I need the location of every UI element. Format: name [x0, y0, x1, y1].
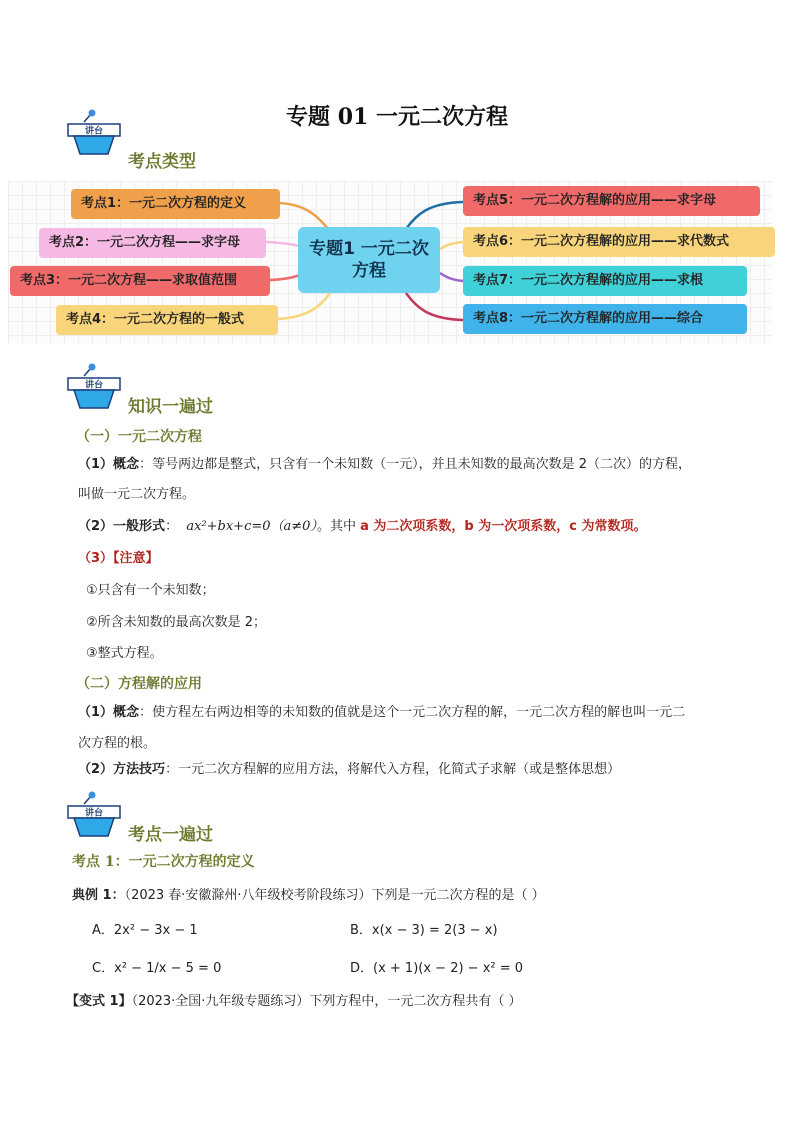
paragraph-method: （2）方法技巧：一元二次方程解的应用方法，将解代入方程，化简式子求解（或是整体思想）	[78, 762, 621, 777]
note-item: ①只含有一个未知数；	[86, 583, 215, 598]
mind-map-node-6: 考点6：一元二次方程解的应用——求代数式	[463, 227, 775, 257]
paragraph-solution-concept: （1）概念：使方程左右两边相等的未知数的值就是这个一元二次方程的解，一元二次方程的解也叫一元二	[78, 705, 686, 720]
note-item: ③整式方程。	[86, 646, 163, 661]
note-heading: （3）【注意】	[78, 551, 159, 566]
page-title: 专题 01 一元二次方程	[286, 104, 508, 130]
option-a[interactable]: A．2x² − 3x − 1	[92, 923, 198, 938]
subsection-title-solution: （二）方程解的应用	[76, 676, 202, 692]
podium-label: 讲台	[84, 808, 104, 819]
variant-1: 【变式 1】（2023·全国·九年级专题练习）下列方程中，一元二次方程共有（ ）	[66, 994, 522, 1009]
option-c[interactable]: C．x² − 1/x − 5 = 0	[92, 961, 222, 976]
mind-map-node-7: 考点7：一元二次方程解的应用——求根	[463, 266, 747, 296]
paragraph-concept: （1）概念：等号两边都是整式，只含有一个未知数（一元），并且未知数的最高次数是 2（二次）的方程，	[78, 457, 691, 472]
exam-point-1-title: 考点 1：一元二次方程的定义	[72, 854, 255, 870]
section-title-exam-types: 考点类型	[128, 152, 196, 172]
coefficient-note: a 为二次项系数，b 为一次项系数，c 为常数项。	[360, 519, 647, 534]
general-form-formula: ax²+bx+c=0（a≠0）	[186, 519, 317, 534]
mind-map-node-2: 考点2：一元二次方程——求字母	[39, 228, 266, 258]
mind-map	[8, 181, 772, 343]
paragraph-solution-concept-cont: 次方程的根。	[78, 736, 157, 751]
subsection-title-equation: （一）一元二次方程	[76, 429, 202, 445]
mind-map-node-5: 考点5：一元二次方程解的应用——求字母	[463, 186, 760, 216]
podium-label: 讲台	[84, 380, 104, 391]
podium-icon	[62, 362, 122, 410]
podium-icon	[62, 108, 122, 156]
mind-map-center: 专题1 一元二次方程	[298, 227, 440, 293]
paragraph-general-form: （2）一般形式： ax²+bx+c=0（a≠0）。其中 a 为二次项系数，b 为一次项系数，c 为常数项。	[78, 519, 647, 534]
section-title-knowledge: 知识一遍过	[128, 397, 213, 417]
podium-label: 讲台	[84, 126, 104, 137]
option-d[interactable]: D．(x + 1)(x − 2) − x² = 0	[350, 961, 524, 976]
paragraph-concept-cont: 叫做一元二次方程。	[78, 487, 196, 502]
mind-map-node-4: 考点4：一元二次方程的一般式	[56, 305, 278, 335]
section-title-exam-points: 考点一遍过	[128, 825, 213, 845]
mind-map-node-8: 考点8：一元二次方程解的应用——综合	[463, 304, 747, 334]
podium-icon	[62, 790, 122, 838]
mind-map-node-1: 考点1：一元二次方程的定义	[71, 189, 280, 219]
mind-map-node-3: 考点3：一元二次方程——求取值范围	[10, 266, 270, 296]
note-item: ②所含未知数的最高次数是 2；	[86, 615, 267, 630]
option-b[interactable]: B．x(x − 3) = 2(3 − x)	[350, 923, 498, 938]
example-1: 典例 1：（2023 春·安徽滁州·八年级校考阶段练习）下列是一元二次方程的是（ ）	[72, 888, 545, 903]
